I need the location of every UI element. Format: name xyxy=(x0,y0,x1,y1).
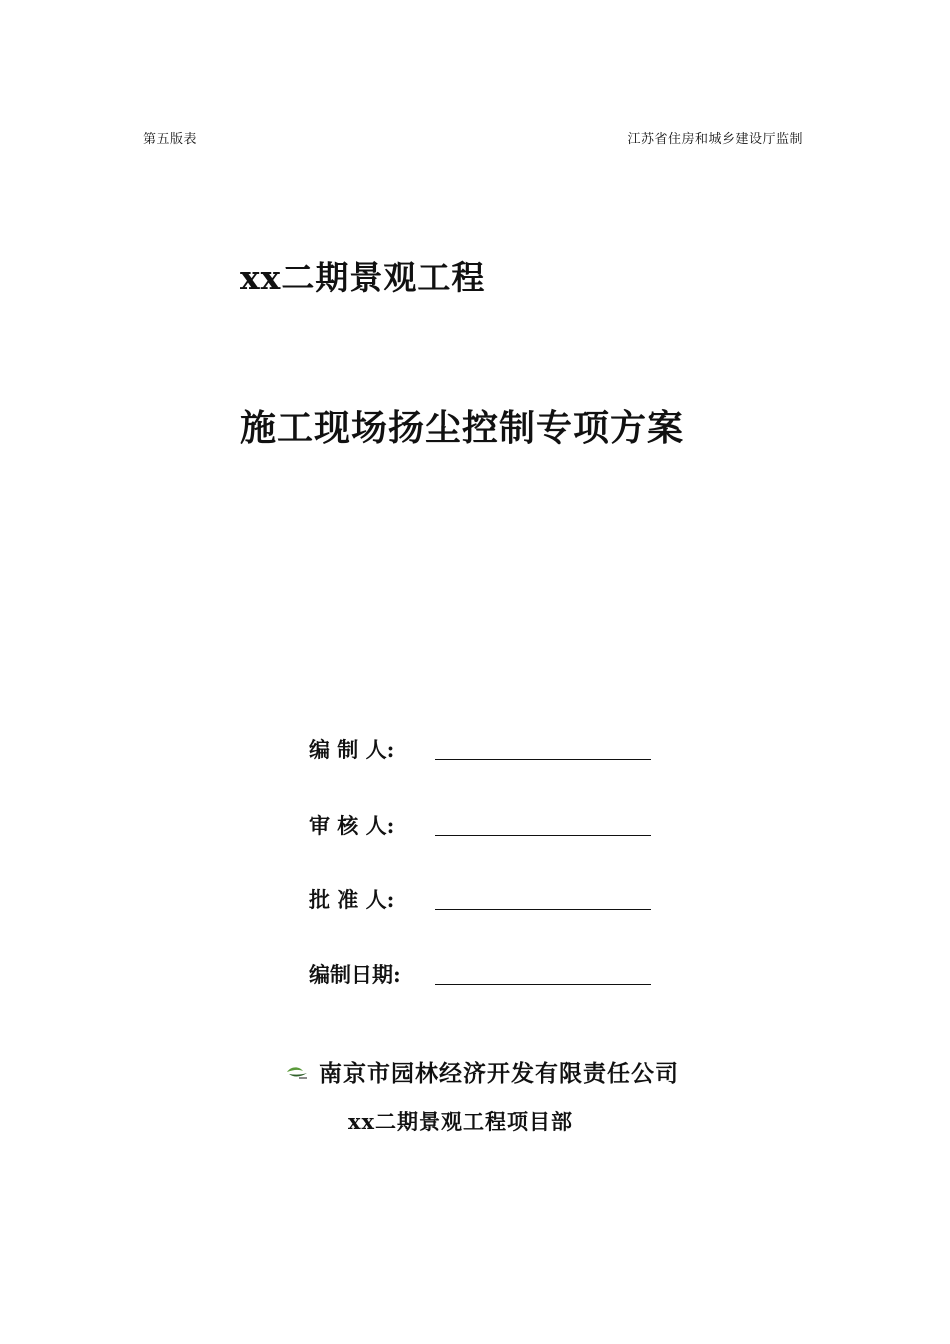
project-department: xx二期景观工程项目部 xyxy=(348,1109,574,1134)
header-version-label: 第五版表 xyxy=(143,132,198,147)
company-name: 南京市园林经济开发有限责任公司 xyxy=(319,1060,679,1087)
project-title: xx二期景观工程 xyxy=(240,258,486,297)
signature-row-compiler xyxy=(309,730,651,762)
signature-row-date xyxy=(309,955,651,987)
signature-label: 批 准 人: xyxy=(309,887,395,912)
header-supervisor-label: 江苏省住房和城乡建设厅监制 xyxy=(627,132,803,147)
signature-label: 编 制 人: xyxy=(309,737,395,762)
signature-line xyxy=(435,737,651,760)
signature-line xyxy=(435,962,651,985)
signature-label: 编制日期: xyxy=(309,962,401,987)
document-title: 施工现场扬尘控制专项方案 xyxy=(240,407,685,449)
signature-line xyxy=(435,813,651,836)
signature-row-reviewer xyxy=(309,806,651,838)
company-block xyxy=(285,1055,679,1088)
signature-label: 审 核 人: xyxy=(309,813,395,838)
signature-row-approver xyxy=(309,880,651,912)
company-logo-icon xyxy=(285,1062,309,1082)
signature-line xyxy=(435,887,651,910)
